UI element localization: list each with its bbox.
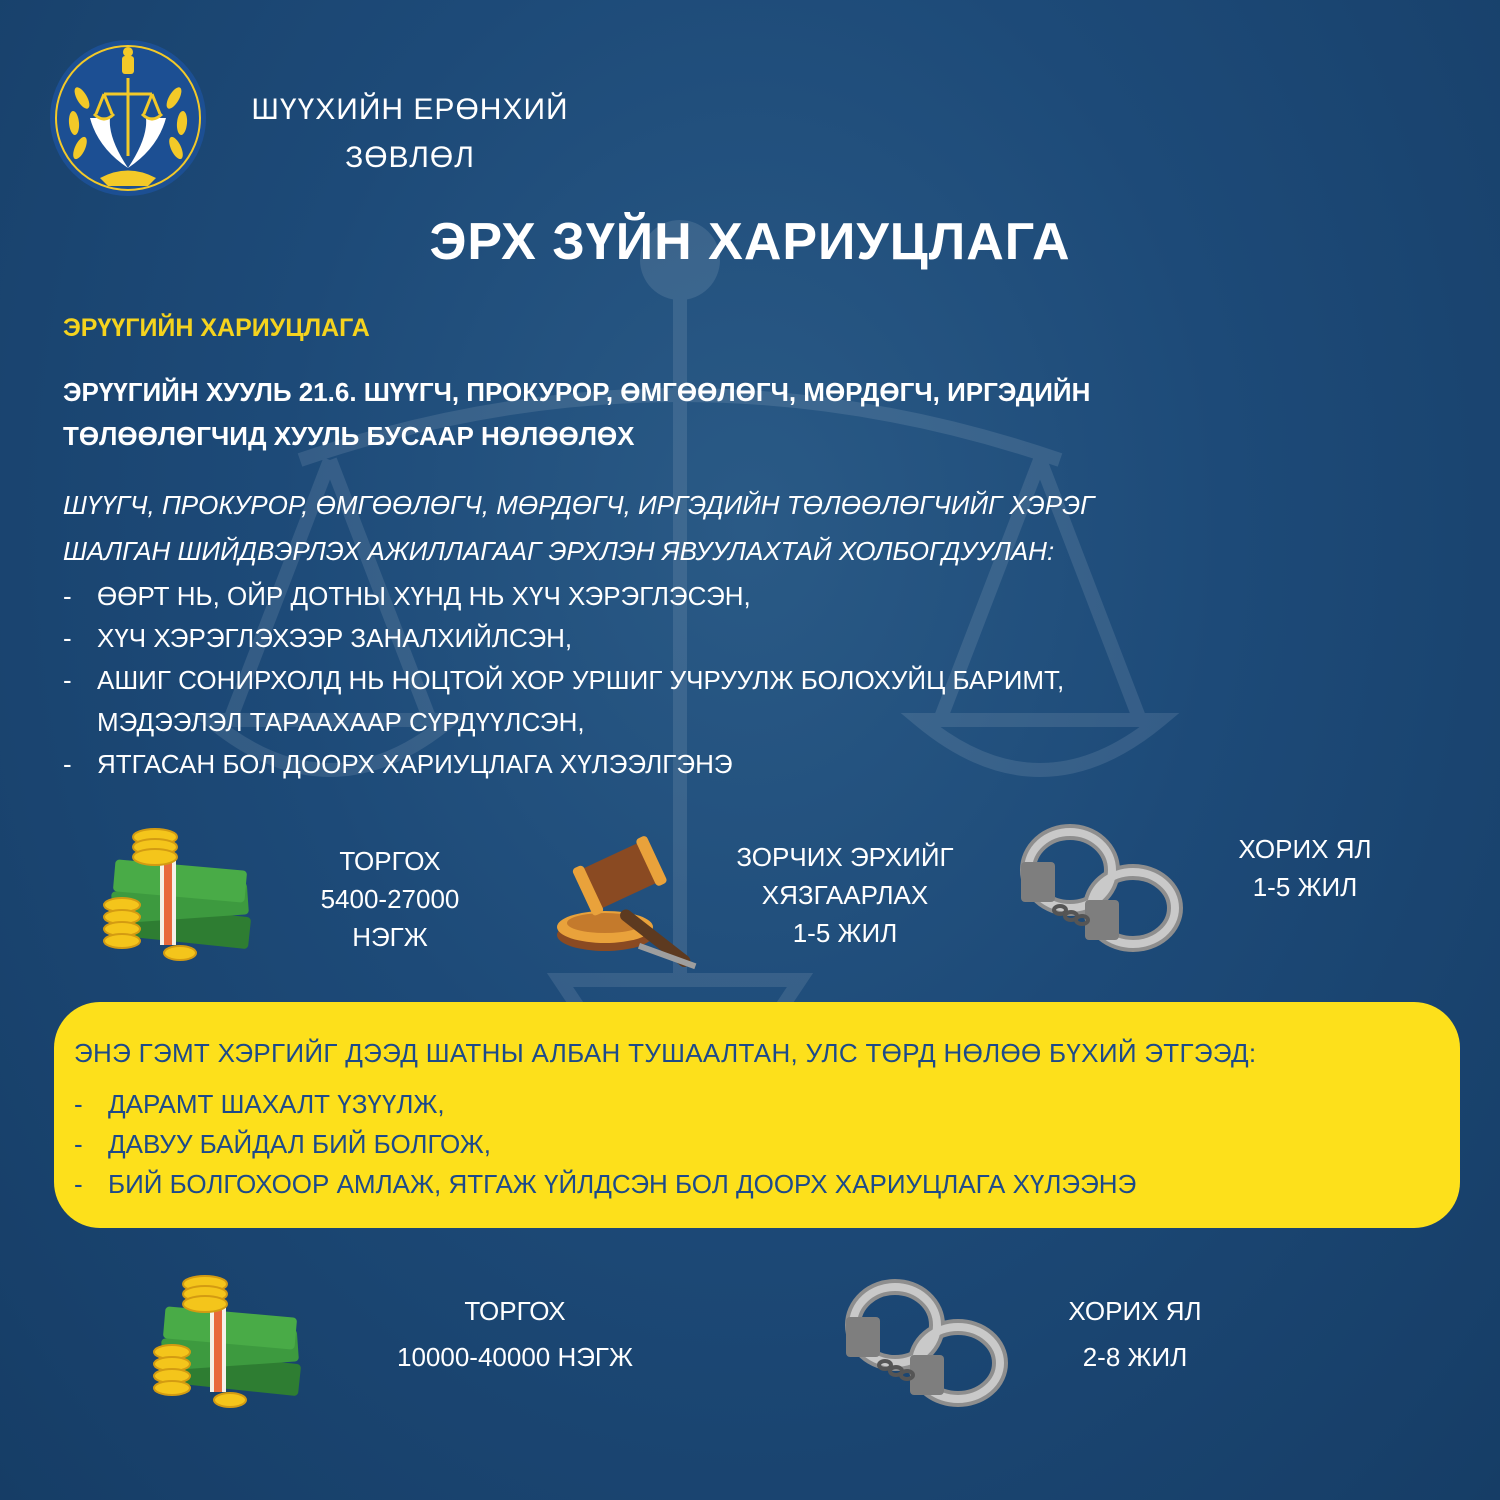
list-item-text: ДАВУУ БАЙДАЛ БИЙ БОЛГОЖ, bbox=[108, 1129, 491, 1159]
penalty-amount: 10000-40000 НЭГЖ bbox=[396, 1342, 634, 1372]
penalty-type-cont: ХЯЗГААРЛАХ bbox=[761, 880, 929, 910]
gavel-icon bbox=[555, 825, 715, 970]
list-item-text: АШИГ СОНИРХОЛД НЬ НОЦТОЙ ХОР УРШИГ УЧРУУЛЖ БОЛОХУЙЦ БАРИМТ, bbox=[97, 665, 1065, 695]
organization-name-line2: ЗӨВЛӨЛ bbox=[345, 141, 475, 174]
list-item bbox=[74, 1084, 1136, 1124]
bullet-dash: - bbox=[74, 1129, 83, 1159]
penalty-type: ТОРГОХ bbox=[339, 846, 441, 876]
list-item bbox=[63, 743, 1443, 785]
handcuffs-icon bbox=[1015, 820, 1185, 955]
penalty-type: ТОРГОХ bbox=[464, 1296, 566, 1326]
prison-penalty-1 bbox=[1200, 830, 1410, 906]
law-article bbox=[63, 370, 1443, 458]
list-item-text: ЯТГАСАН БОЛ ДООРХ ХАРИУЦЛАГА ХҮЛЭЭЛГЭНЭ bbox=[97, 749, 733, 779]
penalty-duration: 1-5 ЖИЛ bbox=[792, 918, 898, 948]
list-item-text: МЭДЭЭЛЭЛ ТАРААХААР СҮРДҮҮЛСЭН, bbox=[97, 707, 585, 737]
penalty-duration: 2-8 ЖИЛ bbox=[1082, 1342, 1188, 1372]
fine-penalty-2 bbox=[350, 1288, 680, 1380]
law-article-line1: ЭРҮҮГИЙН ХУУЛЬ 21.6. ШҮҮГЧ, ПРОКУРОР, ӨМГӨӨЛӨГЧ, МӨРДӨГЧ, ИРГЭДИЙН bbox=[63, 377, 1091, 407]
list-item bbox=[74, 1124, 1136, 1164]
organization-name-line1: ШҮҮХИЙН ЕРӨНХИЙ bbox=[251, 93, 569, 126]
list-item bbox=[63, 617, 1443, 659]
penalty-type: ХОРИХ ЯЛ bbox=[1238, 834, 1372, 864]
notice-box bbox=[54, 1002, 1460, 1228]
list-item-text: БИЙ БОЛГОХООР АМЛАЖ, ЯТГАЖ ҮЙЛДСЭН БОЛ ДООРХ ХАРИУЦЛАГА ХҮЛЭЭНЭ bbox=[108, 1169, 1137, 1199]
penalty-type: ХОРИХ ЯЛ bbox=[1068, 1296, 1202, 1326]
list-item-continuation bbox=[63, 701, 1443, 743]
restriction-penalty bbox=[700, 838, 990, 952]
penalty-amount: 5400-27000 bbox=[320, 884, 460, 914]
prison-penalty-2 bbox=[1040, 1288, 1230, 1380]
supreme-council-emblem-icon bbox=[48, 38, 208, 198]
section-label: ЭРҮҮГИЙН ХАРИУЦЛАГА bbox=[63, 314, 370, 342]
list-item-text: ӨӨРТ НЬ, ОЙР ДОТНЫ ХҮНД НЬ ХҮЧ ХЭРЭГЛЭСЭН, bbox=[97, 581, 751, 611]
money-icon bbox=[100, 825, 260, 965]
notice-heading: ЭНЭ ГЭМТ ХЭРГИЙГ ДЭЭД ШАТНЫ АЛБАН ТУШААЛТАН, УЛС ТӨРД НӨЛӨӨ БҮХИЙ ЭТГЭЭД: bbox=[74, 1038, 1257, 1068]
law-article-line2: ТӨЛӨӨЛӨГЧИД ХУУЛЬ БУСААР НӨЛӨӨЛӨХ bbox=[63, 421, 635, 451]
handcuffs-icon bbox=[840, 1275, 1010, 1410]
money-icon bbox=[150, 1272, 310, 1412]
bullet-dash: - bbox=[63, 581, 72, 611]
page-title: ЭРХ ЗҮЙН ХАРИУЦЛАГА bbox=[429, 213, 1071, 271]
organization-name bbox=[240, 86, 580, 182]
fine-penalty-1 bbox=[290, 842, 490, 956]
penalty-unit: НЭГЖ bbox=[352, 922, 428, 952]
list-item bbox=[74, 1164, 1136, 1204]
list-item-text: ХҮЧ ХЭРЭГЛЭХЭЭР ЗАНАЛХИЙЛСЭН, bbox=[97, 623, 573, 653]
list-item-text: ДАРАМТ ШАХАЛТ ҮЗҮҮЛЖ, bbox=[108, 1089, 445, 1119]
penalty-duration: 1-5 ЖИЛ bbox=[1252, 872, 1358, 902]
action-list bbox=[63, 575, 1443, 785]
bullet-dash: - bbox=[63, 623, 72, 653]
bullet-dash: - bbox=[74, 1089, 83, 1119]
penalty-type: ЗОРЧИХ ЭРХИЙГ bbox=[736, 842, 954, 872]
intro-text-line2: ШАЛГАН ШИЙДВЭРЛЭХ АЖИЛЛАГААГ ЭРХЛЭН ЯВУУЛАХТАЙ ХОЛБОГДУУЛАН: bbox=[63, 536, 1055, 566]
bullet-dash: - bbox=[74, 1169, 83, 1199]
bullet-dash: - bbox=[63, 665, 72, 695]
list-item bbox=[63, 659, 1443, 701]
list-item bbox=[63, 575, 1443, 617]
intro-text-line1: ШҮҮГЧ, ПРОКУРОР, ӨМГӨӨЛӨГЧ, МӨРДӨГЧ, ИРГЭДИЙН ТӨЛӨӨЛӨГЧИЙГ ХЭРЭГ bbox=[63, 490, 1095, 520]
intro-text bbox=[63, 482, 1443, 574]
notice-list bbox=[74, 1084, 1136, 1204]
bullet-dash: - bbox=[63, 749, 72, 779]
